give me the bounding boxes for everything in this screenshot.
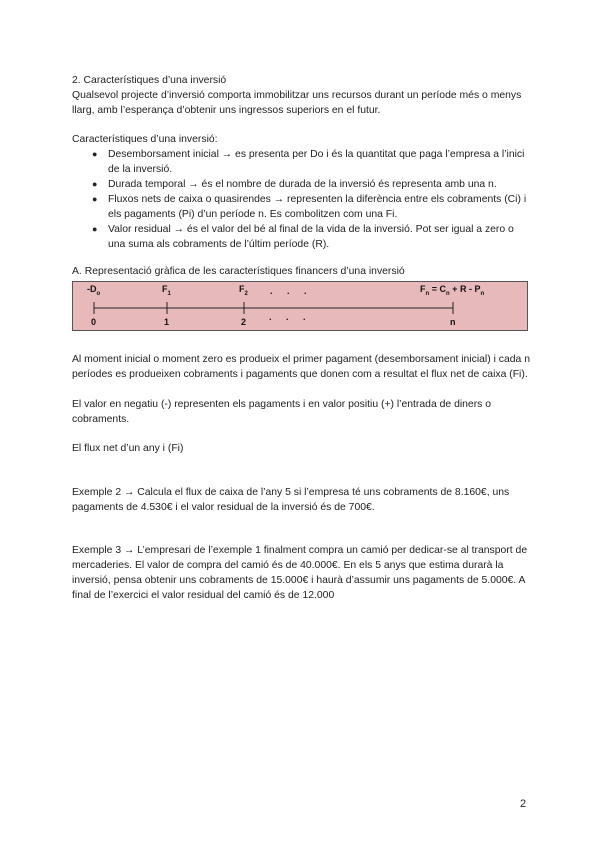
label-initial-outlay: $-D_o$ <box>87 284 101 297</box>
list-title: Característiques d’una inversió: <box>72 134 218 145</box>
tick-2: 2 <box>241 317 247 327</box>
figure-caption: A. Representació gràfica de les característiques financers d’una inversió <box>72 266 405 277</box>
tick-1: 1 <box>164 317 170 327</box>
bullet-icon: ● <box>92 149 98 159</box>
intro-paragraph: Qualsevol projecte d’inversió comporta immobilitzar uns recursos durant un període més o menys llarg, amb l’esperança d’obtenir uns ingressos superiors en el futur. <box>72 90 522 116</box>
list-item: ● Durada temporal → és el nombre de durada de la inversió és representa amb una n. <box>92 179 497 190</box>
list-item: ● Desemborsament inicial → es presenta per Do i és la quantitat que paga l’empresa a l’inici de la inversió. <box>92 149 525 175</box>
bullet-icon: ● <box>92 224 98 234</box>
section-heading: 2. Característiques d’una inversió <box>72 75 227 86</box>
label-f2: $F_2$ <box>239 284 248 297</box>
tick-0: 0 <box>91 317 97 327</box>
page-number: 2 <box>520 798 527 810</box>
bullet-icon: ● <box>92 194 98 204</box>
list-item: ● Fluxos nets de caixa o quasirendes → representen la diferència entre els cobraments (Ci) i els pagaments (Pi) d’un període n. Es combolitzen com una Fi. <box>92 194 527 220</box>
paragraph-net-flow: El flux net d’un any i (Fi) <box>72 443 184 454</box>
tick-n: n <box>450 317 456 327</box>
label-dots-top: . . . <box>270 286 313 296</box>
list-item: ● Valor residual → és el valor del bé al final de la vida de la inversió. Pot ser igual a zero o una suma als cobraments de l’últim període (R). <box>92 224 514 250</box>
cash-flow-timeline <box>72 281 528 331</box>
label-f1: $F_1$ <box>162 284 171 297</box>
paragraph-sign-convention: El valor en negatiu (-) representen els pagaments i en valor positiu (+) l’entrada de diners o cobraments. <box>72 399 492 425</box>
example-2: Exemple 2 → Calcula el flux de caixa de l’any 5 si l’empresa té uns cobraments de 8.160€, uns pagaments de 4.530€ i el valor residual de la inversió és de 700€. <box>72 487 510 513</box>
paragraph-initial-moment: Al moment inicial o moment zero es produeix el primer pagament (desemborsament inicial) i cada n períodes es produeixen cobraments i pagaments que donen com a resultat el flux net de caixa (Fi). <box>72 354 530 380</box>
example-3: Exemple 3 → L’empresari de l’exemple 1 finalment compra un camió per dedicar-se al transport de mercaderies. El valor de compra del camió és de 40.000€. En els 5 anys que estima durarà la inversió, pensa obtenir uns cobraments de 15.000€ i haurà d’assumir uns pagaments de 5.000€. A final de l’exercici el valor residual del camió és de 12.000 <box>72 545 528 601</box>
label-fn-formula: $F_n = C_n + R - P_n$ <box>420 284 485 297</box>
bullet-icon: ● <box>92 179 98 189</box>
label-dots-bottom: . . . <box>269 312 312 322</box>
